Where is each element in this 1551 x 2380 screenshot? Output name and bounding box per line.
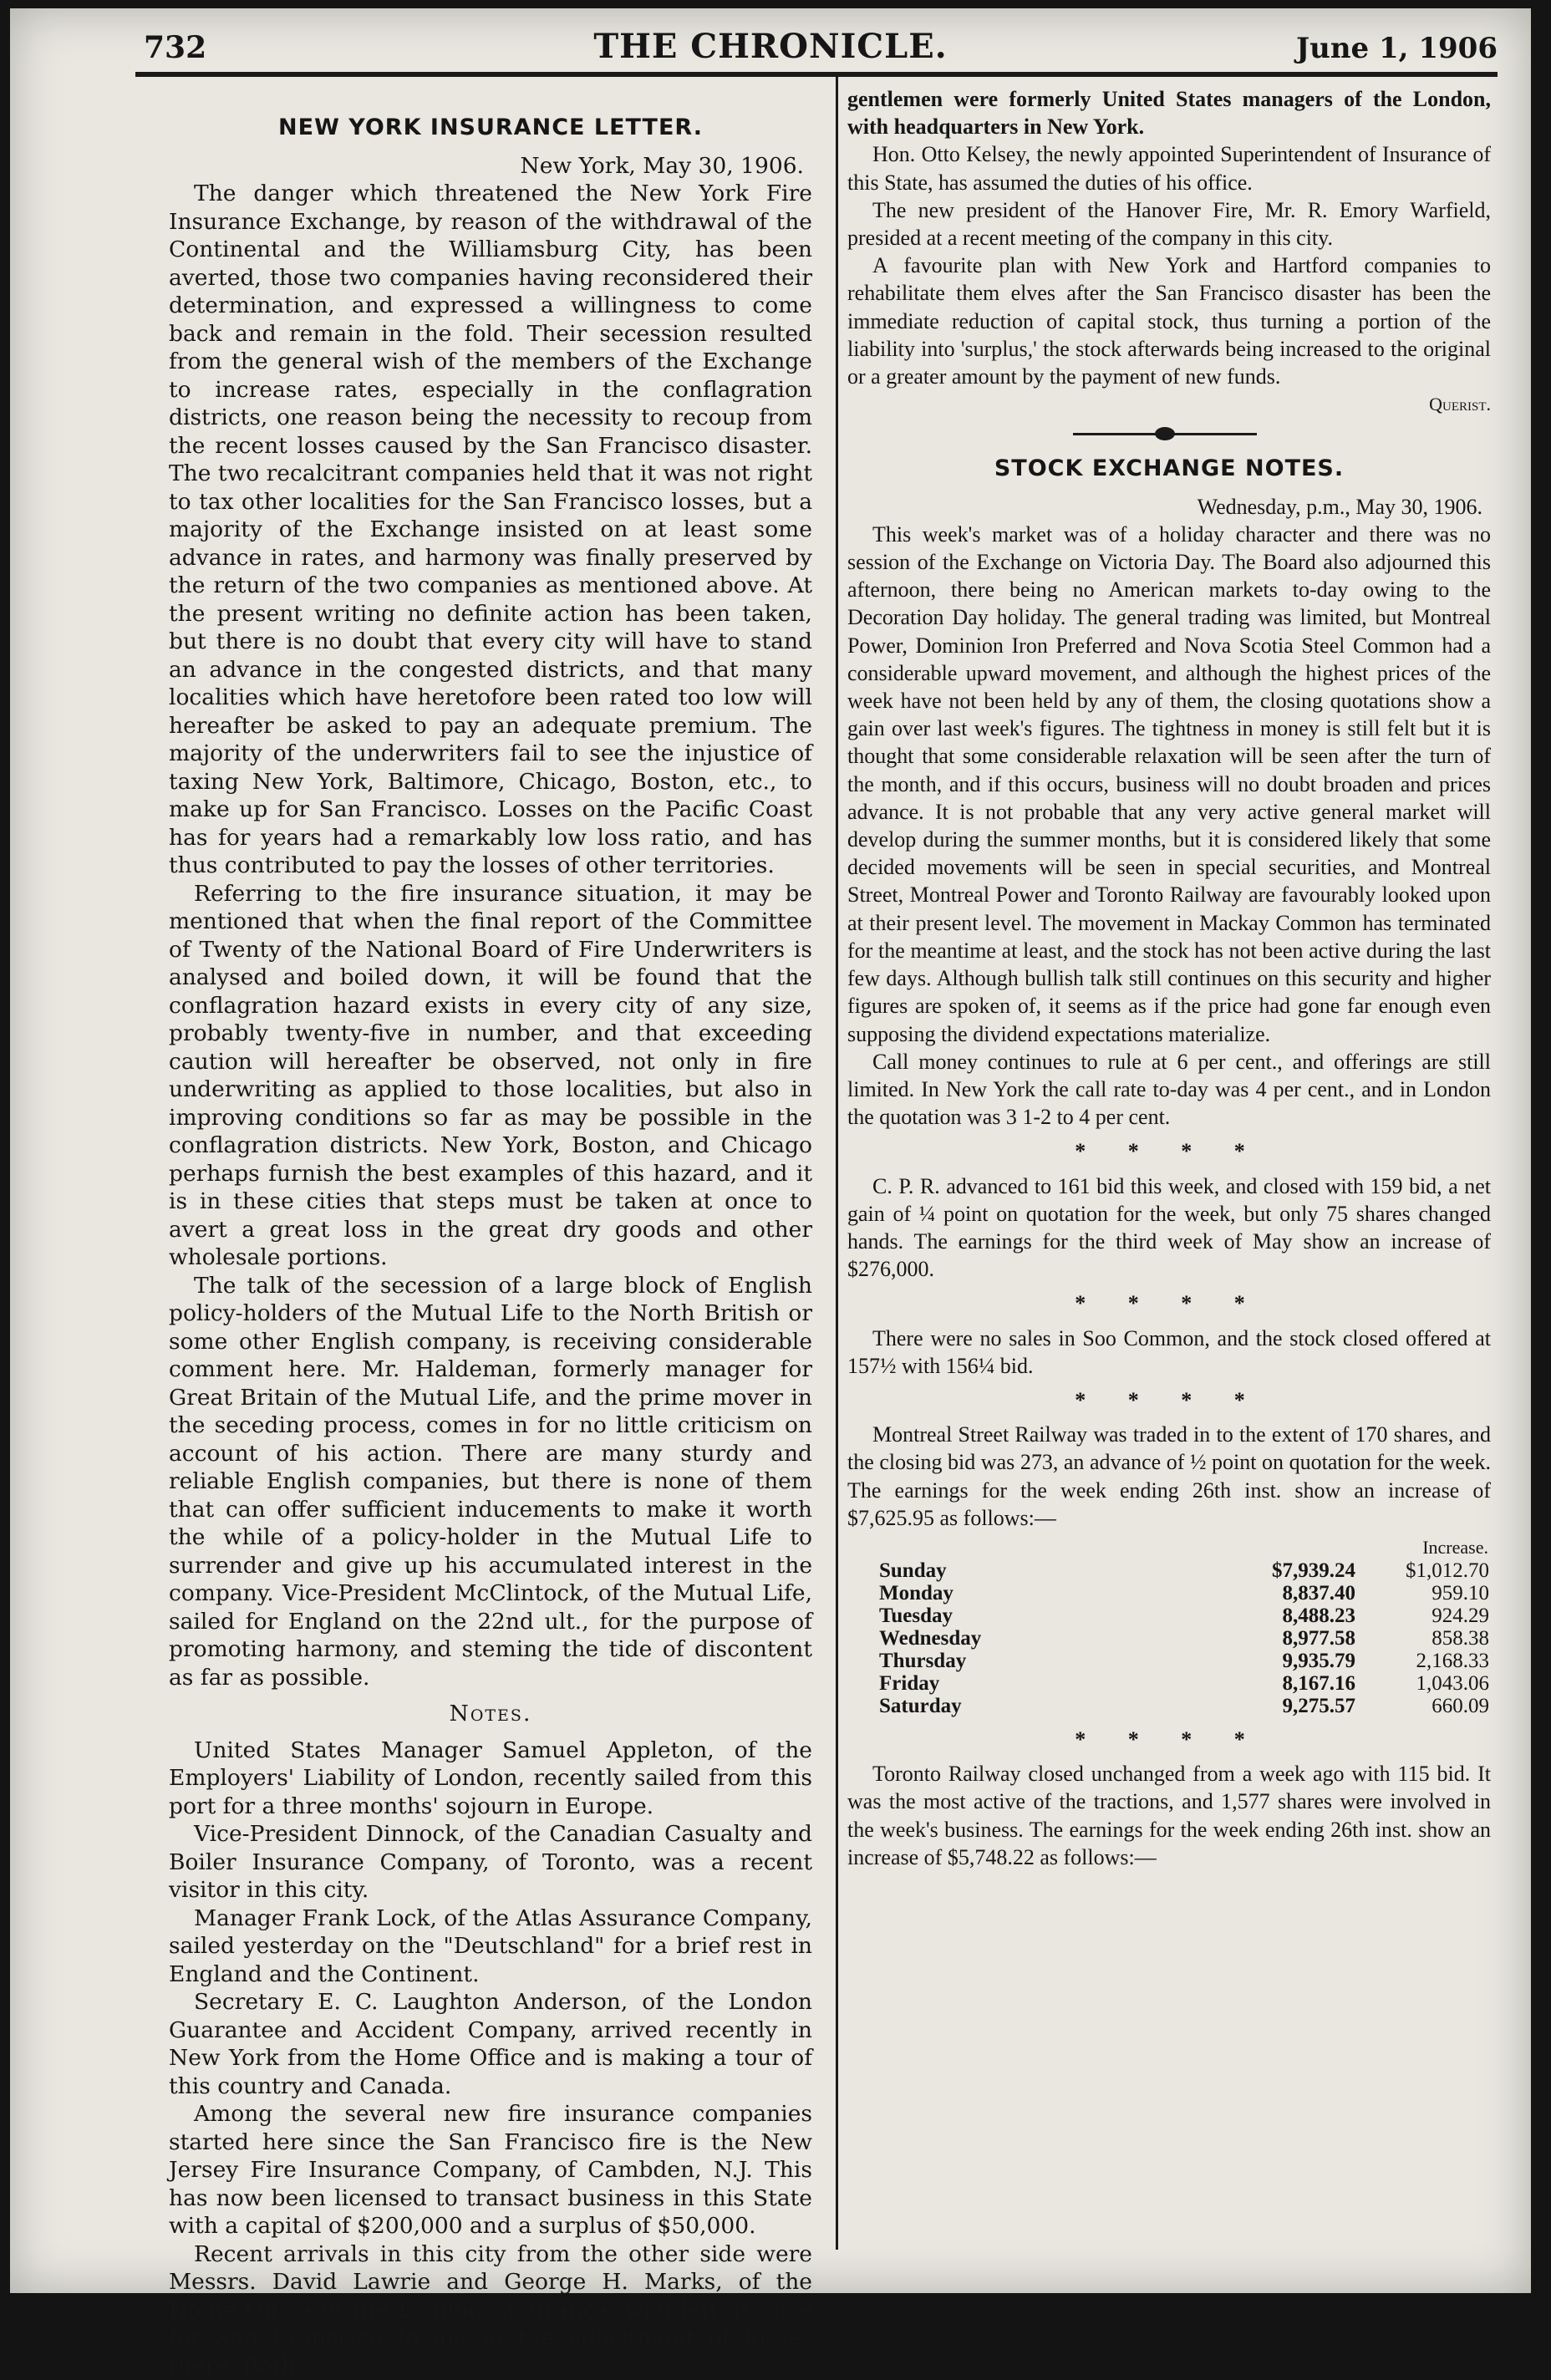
masthead-title: THE CHRONICLE.	[10, 27, 1531, 66]
insurance-letter-heading: NEW YORK INSURANCE LETTER.	[169, 114, 812, 142]
note-paragraph: Hon. Otto Kelsey, the newly appointed Superintendent of Insurance of this State, has assumed the duties of his office.	[847, 140, 1491, 196]
cpr-paragraph: C. P. R. advanced to 161 bid this week, and closed with 159 bid, a net gain of ¼ point on quotation for the week, but only 75 shares changed hands. The earnings for the third week of May show an increase of $276,000.	[847, 1172, 1491, 1284]
increase-cell: 660.09	[1355, 1695, 1489, 1717]
notes-heading: Notes.	[169, 1700, 812, 1728]
article-paragraph: The danger which threatened the New York Fire Insurance Exchange, by reason of the withdrawal of the Continental and the Williamsburg City, has been averted, those two companies having reconsidered their determination, and expressed a willingness to come back and remain in the fold. Their secession resulted from the general wish of the members of the Exchange to increase rates, especially in the conflagration districts, one reason being the necessity to recoup from the recent losses caused by the San Francisco disaster. The two recalcitrant companies held that it was not right to tax other localities for the San Francisco losses, but a majority of the Exchange insisted on at least some advance in rates, and harmony was finally preserved by the return of the two companies as mentioned above. At the present writing no definite action has been taken, but there is no doubt that every city will have to stand an advance in the congested districts, and that many localities which have heretofore been rated too low will hereafter be asked to pay an adequate premium. The majority of the underwriters fail to see the injustice of taxing New York, Baltimore, Chicago, Boston, etc., to make up for San Francisco. Losses on the Pacific Coast has for years had a remarkably low loss ratio, and has thus contributed to pay the losses of other territories.	[169, 180, 812, 880]
day-cell: Friday	[879, 1672, 1205, 1695]
amount-cell: 8,837.40	[1205, 1582, 1355, 1604]
amount-cell: 9,935.79	[1205, 1650, 1355, 1672]
note-paragraph: A favourite plan with New York and Hartford companies to rehabilitate them elves after the San Francisco disaster has been the immediate reduction of capital stock, thus turning a portion of the liability into 'surplus,' the stock afterwards being increased to the original or a greater amount by the payment of new funds.	[847, 252, 1491, 390]
stock-notes-heading: STOCK EXCHANGE NOTES.	[847, 455, 1491, 482]
amount-cell: 8,167.16	[1205, 1672, 1355, 1695]
article-paragraph: Call money continues to rule at 6 per cent., and offerings are still limited. In New York the call rate to-day was 4 per cent., and in London the quotation was 3 1-2 to 4 per cent.	[847, 1048, 1491, 1132]
table-row	[879, 1672, 1489, 1695]
amount-cell: 8,488.23	[1205, 1604, 1355, 1627]
table-row	[879, 1559, 1489, 1582]
note-paragraph: Secretary E. C. Laughton Anderson, of the London Guarantee and Accident Company, arrived recently in New York from the Home Office and is making a tour of this country and Canada.	[169, 1988, 812, 2100]
right-column	[847, 85, 1491, 2258]
section-stars: * * * *	[847, 1726, 1491, 1753]
table-row	[879, 1627, 1489, 1650]
note-paragraph: Manager Frank Lock, of the Atlas Assurance Company, sailed yesterday on the "Deutschland" for a brief rest in England and the Continent.	[169, 1905, 812, 1989]
insurance-letter-dateline: New York, May 30, 1906.	[169, 152, 812, 181]
section-stars: * * * *	[847, 1137, 1491, 1165]
day-cell: Sunday	[879, 1559, 1205, 1582]
earnings-header-row	[879, 1535, 1489, 1559]
table-row	[879, 1582, 1489, 1604]
table-row	[879, 1604, 1489, 1627]
increase-cell: $1,012.70	[1355, 1559, 1489, 1582]
note-paragraph: United States Manager Samuel Appleton, of the Employers' Liability of London, recently sailed from this port for a three months' sojourn in Europe.	[169, 1737, 812, 1821]
amount-cell: 8,977.58	[1205, 1627, 1355, 1650]
note-paragraph: Among the several new fire insurance companies started here since the San Francisco fire is the New Jersey Fire Insurance Company, of Cambden, N.J. This has now been licensed to transact business in this State with a capital of $200,000 and a surplus of $50,000.	[169, 2100, 812, 2240]
stock-notes-dateline: Wednesday, p.m., May 30, 1906.	[847, 493, 1491, 521]
increase-cell: 1,043.06	[1355, 1672, 1489, 1695]
article-paragraph: Referring to the fire insurance situation, it may be mentioned that when the final report of the Committee of Twenty of the National Board of Fire Underwriters is analysed and boiled down, it will be found that the conflagration hazard exists in every city of any size, probably twenty-five in number, and that exceeding caution will hereafter be observed, not only in fire underwriting as applied to those localities, but also in improving conditions so far as may be possible in the conflagration districts. New York, Boston, and Chicago perhaps furnish the best examples of this hazard, and it is in these cities that steps must be taken at once to avert a great loss in the great dry goods and other wholesale portions.	[169, 880, 812, 1272]
page-header	[10, 8, 1531, 75]
earnings-table	[879, 1535, 1489, 1717]
day-cell: Wednesday	[879, 1627, 1205, 1650]
day-cell: Thursday	[879, 1650, 1205, 1672]
note-paragraph: Recent arrivals in this city from the other side were Messrs. David Lawrie and George H. Marks, of the Home Office of the London Assurance, who left at once for San Francisco to aid in the adjustment of losses there. Both	[169, 2240, 812, 2380]
increase-cell: 2,168.33	[1355, 1650, 1489, 1672]
section-stars: * * * *	[847, 1289, 1491, 1317]
article-paragraph: The talk of the secession of a large block of English policy-holders of the Mutual Life to the North British or some other English company, is receiving considerable comment here. Mr. Haldeman, formerly manager for Great Britain of the Mutual Life, and the prime mover in the seceding process, comes in for no little criticism on account of his action. There are many sturdy and reliable English companies, but there is none of them that can offer sufficient inducements to make it worth the while of a policy-holder in the Mutual Life to surrender and give up his accumulated interest in the company. Vice-President McClintock, of the Mutual Life, sailed for England on the 22nd ult., for the purpose of promoting harmony, and steming the tide of discontent as far as possible.	[169, 1272, 812, 1692]
toronto-railway-paragraph: Toronto Railway closed unchanged from a week ago with 115 bid. It was the most active of the tractions, and 1,577 shares were involved in the week's business. The earnings for the week ending 26th inst. show an increase of $5,748.22 as follows:—	[847, 1760, 1491, 1871]
article-paragraph: This week's market was of a holiday character and there was no session of the Exchange on Victoria Day. The Board also adjourned this afternoon, there being no American markets to-day owing to the Decoration Day holiday. The general trading was limited, but Montreal Power, Dominion Iron Preferred and Nova Scotia Steel Common had a considerable upward movement, and although the highest prices of the week have not been held by any of them, the closing quotations show a gain over last week's figures. The tightness in money is still felt but it is thought that some considerable relaxation will be seen after the turn of the month, and if this occurs, business will no doubt broaden and prices advance. It is not probable that any very active general market will develop during the summer months, but it is considered likely that some decided movements will be seen in special securities, and Montreal Street, Montreal Power and Toronto Railway are favourably looked upon at their present level. The movement in Mackay Common has terminated for the meantime at least, and the stock has not been active during the last few days. Although bullish talk still continues on this security and higher figures are spoken of, it seems as if the price had gone far enough even supposing the dividend expectations materialize.	[847, 521, 1491, 1048]
note-paragraph: The new president of the Hanover Fire, Mr. R. Emory Warfield, presided at a recent meeting of the company in this city.	[847, 196, 1491, 252]
section-stars: * * * *	[847, 1386, 1491, 1414]
note-paragraph: Vice-President Dinnock, of the Canadian Casualty and Boiler Insurance Company, of Toronto, was a recent visitor in this city.	[169, 1820, 812, 1905]
header-rule	[135, 72, 1498, 77]
increase-cell: 959.10	[1355, 1582, 1489, 1604]
montreal-street-paragraph: Montreal Street Railway was traded in to the extent of 170 shares, and the closing bid was 273, an advance of ½ point on quotation for the week. The earnings for the week ending 26th inst. show an increase of $7,625.95 as follows:—	[847, 1421, 1491, 1532]
soo-paragraph: There were no sales in Soo Common, and the stock closed offered at 157½ with 156¼ bid.	[847, 1325, 1491, 1380]
left-column	[169, 109, 812, 2281]
ornament-dot	[1155, 427, 1175, 440]
amount-cell: $7,939.24	[1205, 1559, 1355, 1582]
signature: Querist.	[847, 390, 1491, 418]
day-cell: Monday	[879, 1582, 1205, 1604]
day-cell: Tuesday	[879, 1604, 1205, 1627]
day-cell: Saturday	[879, 1695, 1205, 1717]
continued-paragraph: gentlemen were formerly United States managers of the London, with headquarters in New York.	[847, 85, 1491, 140]
issue-date: June 1, 1906	[1296, 32, 1498, 65]
column-divider	[836, 77, 838, 2250]
table-row	[879, 1695, 1489, 1717]
page-number: 732	[144, 30, 206, 65]
increase-cell: 858.38	[1355, 1627, 1489, 1650]
increase-column-header: Increase.	[1355, 1535, 1489, 1559]
newspaper-page	[10, 8, 1531, 2293]
table-row	[879, 1650, 1489, 1672]
amount-cell: 9,275.57	[1205, 1695, 1355, 1717]
ornament-divider	[847, 418, 1491, 450]
increase-cell: 924.29	[1355, 1604, 1489, 1627]
